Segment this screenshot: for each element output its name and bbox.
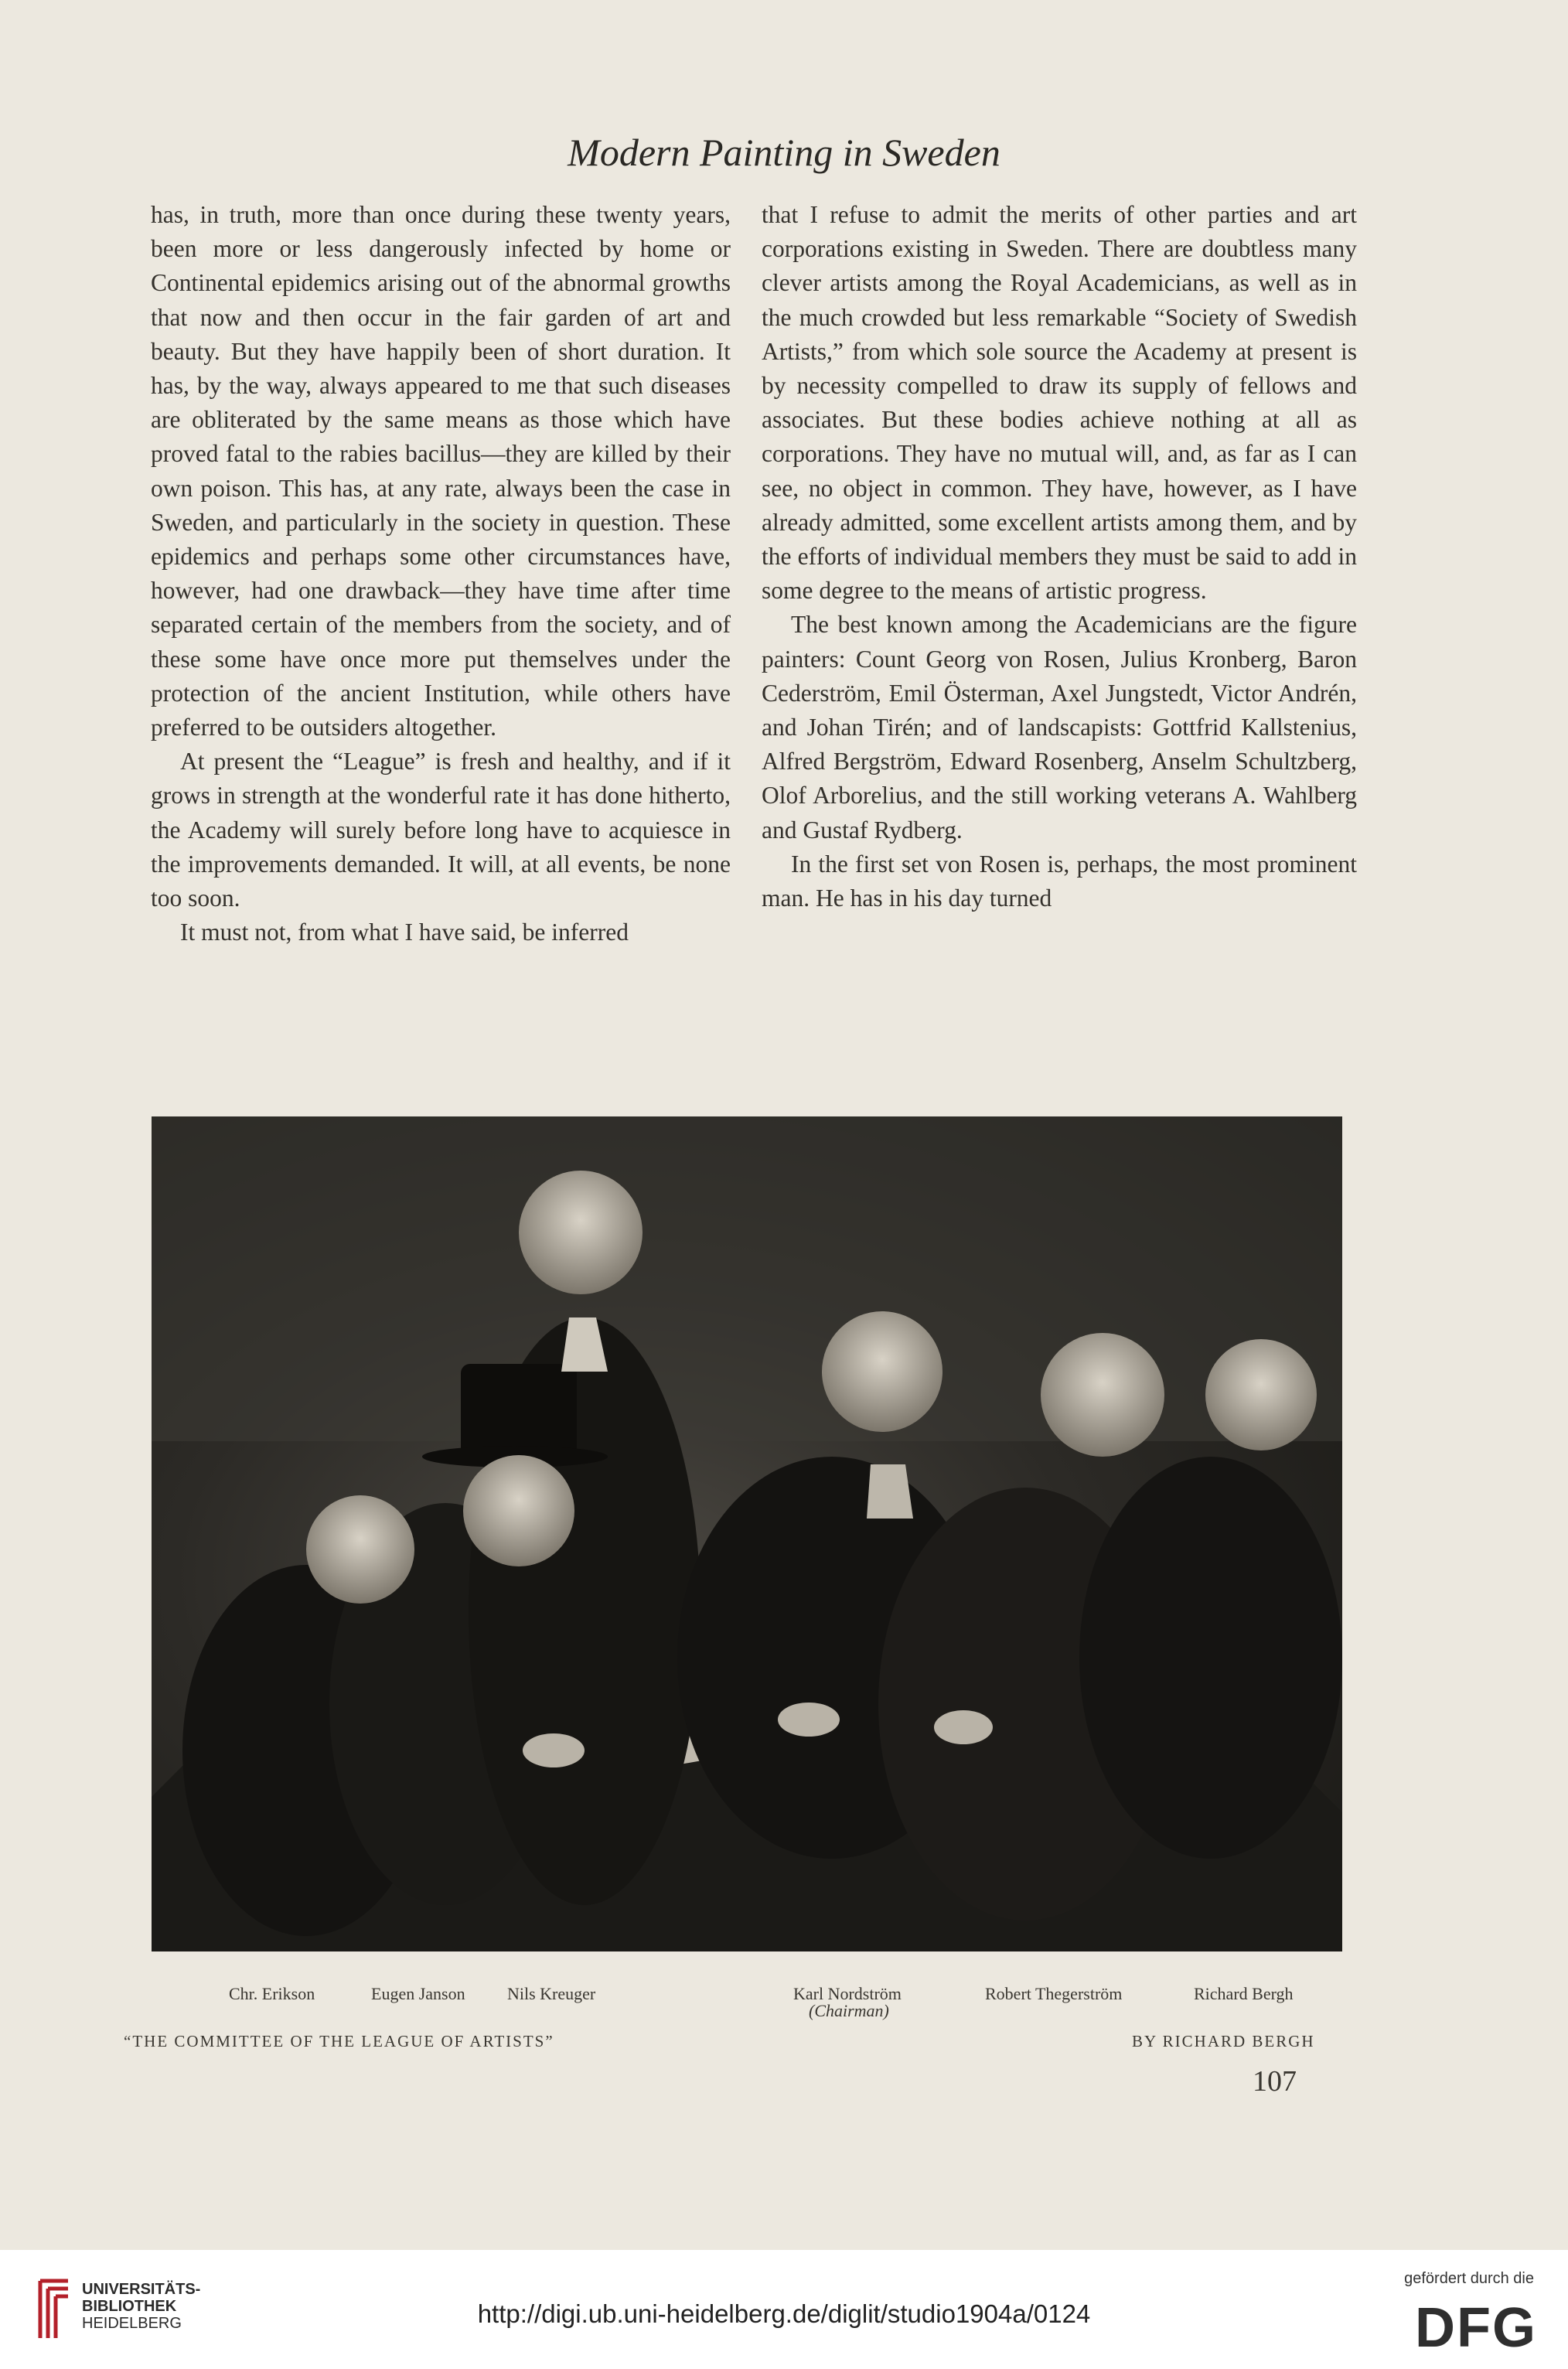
painting-figures — [152, 1116, 1342, 1951]
caption-name: Eugen Janson — [371, 1984, 465, 2003]
caption-name: Richard Bergh — [1194, 1984, 1294, 2003]
right-paragraph-1: that I refuse to admit the merits of other parties and art corporations existing in Sweden. There are doubtless many clever artists among the Royal Academicians, as well as in the much crowded but less remarkable “Society of Swedish Artists,” from which sole source the Academy at present is by necessity compelled to draw its supply of fellows and associates. But these bodies achieve nothing at all as corporations. They have no mutual will, and, as far as I can see, no object in common. They have, however, as I have already admitted, some excellent artists among them, and by the efforts of individual members they must be said to add in some degree to the means of artistic progress. — [762, 201, 1357, 605]
right-text-column — [762, 198, 1357, 915]
right-paragraph-3: In the first set von Rosen is, perhaps, the most prominent man. He has in his day turned — [762, 850, 1357, 912]
caption-name: Karl Nordström — [793, 1984, 902, 2003]
digitization-footer — [0, 2250, 1568, 2369]
left-text-column — [151, 198, 731, 949]
funded-by-label: gefördert durch die — [1404, 2270, 1534, 2287]
plate-credit: BY RICHARD BERGH — [1132, 2032, 1315, 2050]
caption-name: Chr. Erikson — [229, 1984, 315, 2003]
page-number: 107 — [1253, 2065, 1297, 2098]
plate-title: “THE COMMITTEE OF THE LEAGUE OF ARTISTS” — [124, 2032, 554, 2050]
left-paragraph-1: has, in truth, more than once during these twenty years, been more or less dangerously infected by home or Continental epidemics arising out of the abnormal growths that now and then occur in the fair garden of art and beauty. But they have happily been of short duration. It has, by the way, always appeared to me that such diseases are obliterated by the same means as those which have proved fatal to the rabies bacillus—they are killed by their own poison. This has, at any rate, always been the case in Sweden, and particularly in the society in question. These epidemics and perhaps some other circumstances have, however, had one drawback—they have time after time separated certain of the members from the society, and of these some have once more put themselves under the protection of the ancient Institution, while others have preferred to be outsiders altogether. — [151, 201, 731, 741]
right-paragraph-2: The best known among the Academicians are the figure painters: Count Georg von Rosen, Julius Kronberg, Baron Cederström, Emil Österman, Axel Jungstedt, Victor Andrén, and Johan Tirén; and of landscapists: Gottfrid Kallstenius, Alfred Bergström, Edward Rosenberg, Anselm Schultzberg, Olof Arborelius, and the still working veterans A. Wahlberg and Gustaf Rydberg. — [762, 611, 1357, 844]
left-paragraph-2: At present the “League” is fresh and healthy, and if it grows in strength at the wonderful rate it has done hitherto, the Academy will surely before long have to acquiesce in the improvements demanded. It will, at all events, be none too soon. — [151, 748, 731, 912]
source-url-link[interactable]: http://digi.ub.uni-heidelberg.de/diglit/studio1904a/0124 — [477, 2299, 1091, 2328]
painting-plate — [152, 1116, 1342, 1951]
plate-captions — [152, 1984, 1342, 2077]
caption-name: Robert Thegerström — [985, 1984, 1123, 2003]
running-title: Modern Painting in Sweden — [568, 131, 1000, 174]
dfg-logo: DFG — [1415, 2297, 1537, 2359]
library-name: UNIVERSITÄTS- BIBLIOTHEK HEIDELBERG — [82, 2281, 201, 2332]
caption-subtitle: (Chairman) — [809, 2001, 889, 2020]
caption-name: Nils Kreuger — [507, 1984, 596, 2003]
left-paragraph-3: It must not, from what I have said, be inferred — [180, 919, 629, 946]
